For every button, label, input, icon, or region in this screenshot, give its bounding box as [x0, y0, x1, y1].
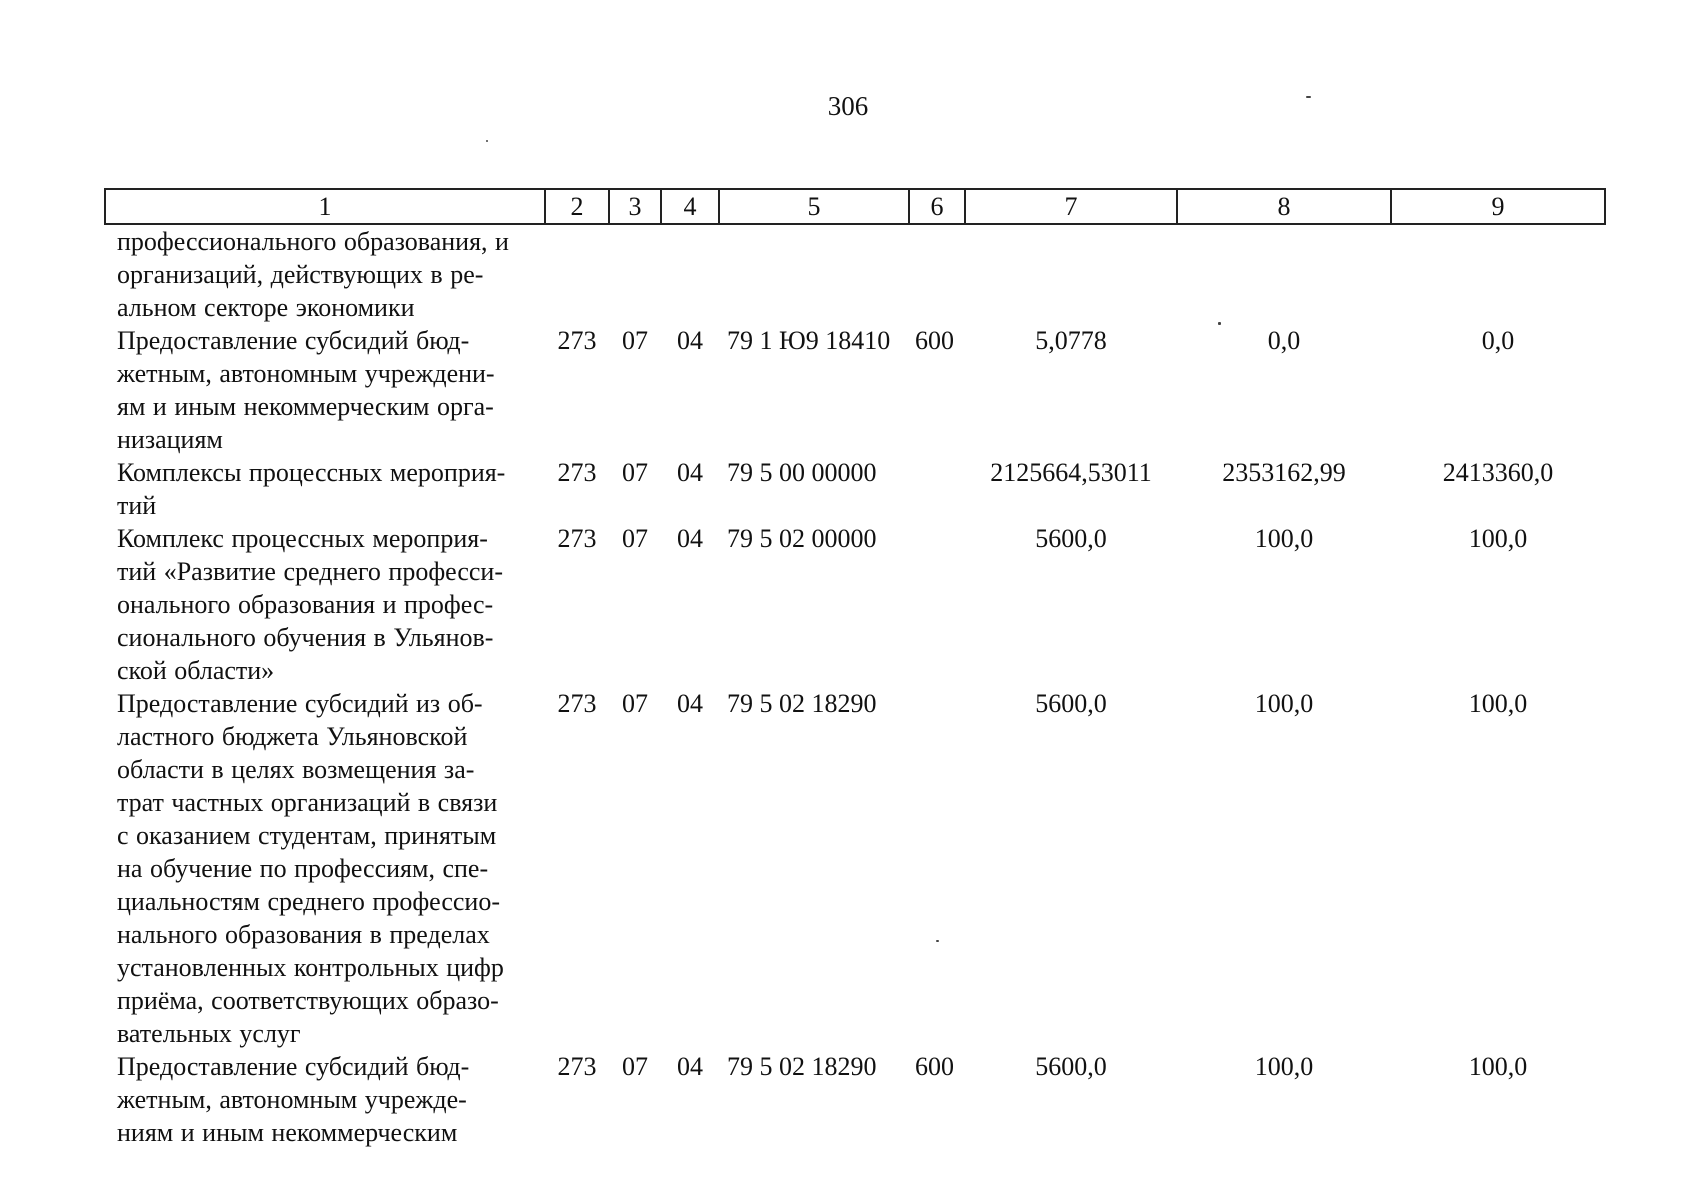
description-line: вательных услуг: [117, 1019, 301, 1048]
scan-speck: [486, 140, 488, 142]
table-body: [105, 224, 1605, 1149]
amount-year-1: 5600,0: [1035, 1052, 1107, 1081]
expense-type-code: [909, 456, 965, 522]
page-number: 306: [827, 91, 869, 121]
table-row: [105, 522, 1605, 687]
table-row: [105, 456, 1605, 522]
header-col-6: 6: [909, 189, 965, 224]
chapter-code: 273: [557, 689, 597, 718]
description-line: низациям: [117, 425, 223, 454]
description-line: сионального обучения в Ульянов-: [117, 623, 494, 652]
target-article-code: 79 5 02 00000: [727, 524, 877, 553]
expense-type-code: [909, 522, 965, 687]
section-code: 07: [622, 524, 648, 553]
amount-year-3: 100,0: [1468, 1052, 1528, 1081]
chapter-code: 273: [557, 458, 597, 487]
amount-year-1: 5,0778: [1035, 326, 1107, 355]
amount-year-3: [1391, 224, 1605, 324]
header-col-1: 1: [105, 189, 545, 224]
table-row: [105, 324, 1605, 456]
section-code: 07: [622, 458, 648, 487]
description-line: Предоставление субсидий бюд-: [117, 326, 470, 355]
description-line: на обучение по профессиям, спе-: [117, 854, 489, 883]
description-line: тий: [117, 491, 157, 520]
table-row: [105, 687, 1605, 1050]
row-description: [105, 224, 545, 324]
description-line: циальностям среднего профессио-: [117, 887, 500, 916]
amount-year-3: 100,0: [1468, 524, 1528, 553]
description-line: онального образования и профес-: [117, 590, 494, 619]
description-line: с оказанием студентам, принятым: [117, 821, 497, 850]
header-col-2: 2: [545, 189, 609, 224]
description-line: ям и иным некоммерческим орга-: [117, 392, 494, 421]
description-line: профессионального образования, и: [117, 227, 509, 256]
scan-speck: [1306, 96, 1311, 98]
row-description: [105, 324, 545, 456]
header-col-5: 5: [719, 189, 909, 224]
description-line: ниям и иным некоммерческим: [117, 1118, 458, 1147]
target-article-code: 79 1 Ю9 18410: [727, 326, 891, 355]
amount-year-1: 2125664,53011: [990, 458, 1152, 487]
chapter-code: 273: [557, 1052, 597, 1081]
description-line: ластного бюджета Ульяновской: [117, 722, 468, 751]
subsection-code: 04: [677, 689, 703, 718]
row-description: [105, 456, 545, 522]
section-code: 07: [622, 1052, 648, 1081]
header-row: [105, 189, 1605, 224]
amount-year-3: 2413360,0: [1442, 458, 1554, 487]
subsection-code: 04: [677, 458, 703, 487]
header-col-8: 8: [1177, 189, 1391, 224]
expense-type-code: 600: [915, 326, 954, 355]
description-line: Комплексы процессных мероприя-: [117, 458, 506, 487]
amount-year-2: [1177, 224, 1391, 324]
header-col-9: 9: [1391, 189, 1605, 224]
expense-type-code: [909, 687, 965, 1050]
amount-year-3: 0,0: [1481, 326, 1515, 355]
description-line: нального образования в пределах: [117, 920, 490, 949]
amount-year-2: 100,0: [1254, 689, 1314, 718]
table-header: [105, 189, 1605, 224]
description-line: Предоставление субсидий из об-: [117, 689, 483, 718]
chapter-code: [545, 224, 609, 324]
section-code: 07: [622, 326, 648, 355]
chapter-code: 273: [557, 326, 597, 355]
expense-type-code: 600: [915, 1052, 954, 1081]
description-line: ской области»: [117, 656, 275, 685]
description-line: области в целях возмещения за-: [117, 755, 475, 784]
description-line: Комплекс процессных мероприя-: [117, 524, 488, 553]
description-line: Предоставление субсидий бюд-: [117, 1052, 470, 1081]
budget-table: [104, 188, 1606, 1149]
section-code: [609, 224, 661, 324]
amount-year-2: 100,0: [1254, 524, 1314, 553]
target-article-code: 79 5 02 18290: [727, 1052, 877, 1081]
amount-year-3: 100,0: [1468, 689, 1528, 718]
amount-year-1: 5600,0: [1035, 689, 1107, 718]
target-article-code: 79 5 00 00000: [727, 458, 877, 487]
subsection-code: 04: [677, 326, 703, 355]
amount-year-1: 5600,0: [1035, 524, 1107, 553]
description-line: жетным, автономным учреждени-: [117, 359, 495, 388]
table-row: [105, 224, 1605, 324]
amount-year-2: 0,0: [1267, 326, 1301, 355]
row-description: [105, 522, 545, 687]
row-description: [105, 687, 545, 1050]
target-article-code: [719, 224, 909, 324]
subsection-code: 04: [677, 524, 703, 553]
expense-type-code: [909, 224, 965, 324]
header-col-7: 7: [965, 189, 1177, 224]
description-line: жетным, автономным учрежде-: [117, 1085, 467, 1114]
section-code: 07: [622, 689, 648, 718]
amount-year-2: 2353162,99: [1222, 458, 1346, 487]
subsection-code: [661, 224, 719, 324]
chapter-code: 273: [557, 524, 597, 553]
amount-year-2: 100,0: [1254, 1052, 1314, 1081]
description-line: альном секторе экономики: [117, 293, 415, 322]
description-line: организаций, действующих в ре-: [117, 260, 484, 289]
description-line: приёма, соответствующих образо-: [117, 986, 499, 1015]
header-col-4: 4: [661, 189, 719, 224]
target-article-code: 79 5 02 18290: [727, 689, 877, 718]
table-row: [105, 1050, 1605, 1149]
description-line: установленных контрольных цифр: [117, 953, 504, 982]
description-line: тий «Развитие среднего професси-: [117, 557, 504, 586]
description-line: трат частных организаций в связи: [117, 788, 498, 817]
row-description: [105, 1050, 545, 1149]
header-col-3: 3: [609, 189, 661, 224]
amount-year-1: [965, 224, 1177, 324]
subsection-code: 04: [677, 1052, 703, 1081]
